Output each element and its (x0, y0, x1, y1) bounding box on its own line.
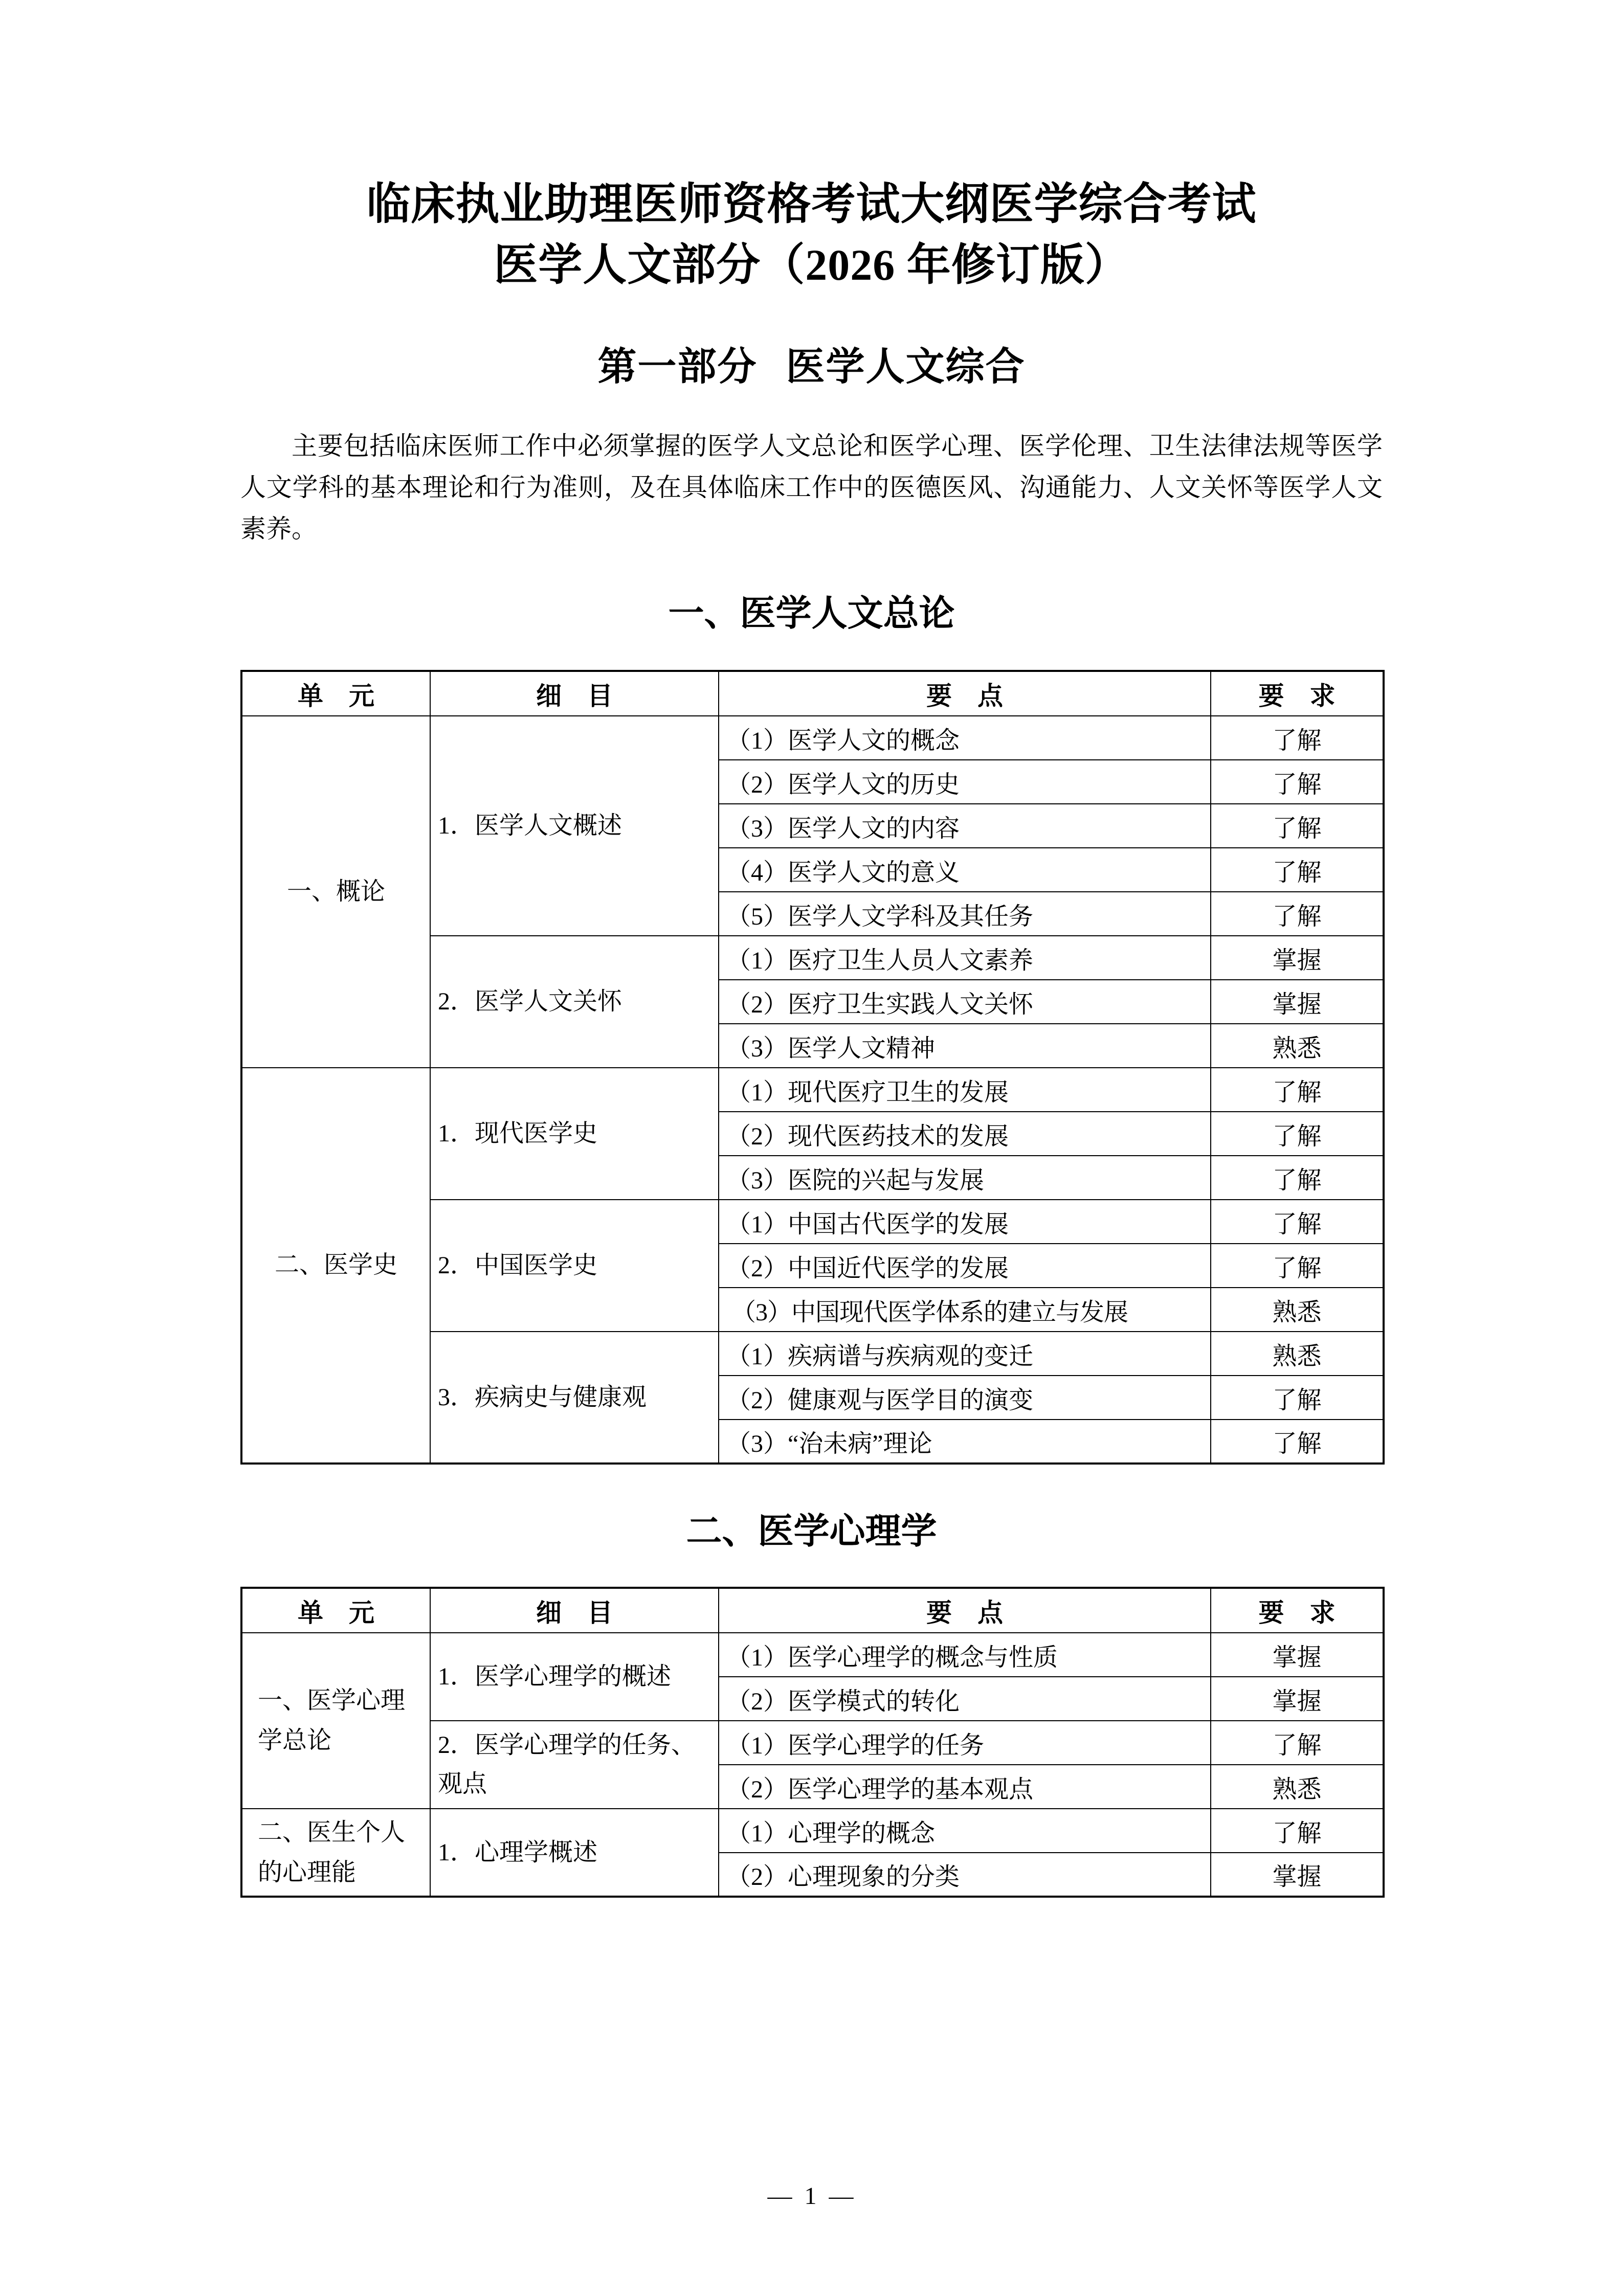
cell-requirement: 了解 (1211, 1156, 1384, 1200)
cell-point: （1）医学心理学的概念与性质 (719, 1633, 1211, 1677)
cell-unit: 二、医学史 (241, 1068, 430, 1464)
section-heading-2: 二、医学心理学 (686, 1512, 937, 1552)
page-content (240, 0, 1383, 1898)
table-row (241, 1809, 1384, 1853)
document-title (240, 0, 1383, 295)
part-title-prefix: 第一部分 (597, 346, 758, 389)
document-title-line2: 医学人文部分（2026 年修订版） (494, 240, 1129, 289)
cell-requirement: 了解 (1211, 1721, 1384, 1765)
cell-point: （3）医学人文精神 (719, 1024, 1211, 1068)
column-header-unit: 单 元 (241, 1588, 430, 1633)
cell-point: （4）医学人文的意义 (719, 848, 1211, 892)
cell-point: （2）医疗卫生实践人文关怀 (719, 980, 1211, 1024)
cell-unit: 二、医生个人的心理能 (241, 1809, 430, 1897)
cell-point: （3）医院的兴起与发展 (719, 1156, 1211, 1200)
cell-point: （3）中国现代医学体系的建立与发展 (719, 1288, 1211, 1332)
cell-requirement: 掌握 (1211, 1633, 1384, 1677)
cell-point: （2）医学心理学的基本观点 (719, 1765, 1211, 1809)
cell-point: （1）医疗卫生人员人文素养 (719, 936, 1211, 980)
cell-requirement: 了解 (1211, 1068, 1384, 1112)
table-row (241, 1068, 1384, 1112)
cell-point: （2）健康观与医学目的演变 (719, 1376, 1211, 1420)
cell-detail: 1．现代医学史 (430, 1068, 719, 1200)
cell-point: （3）医学人文的内容 (719, 804, 1211, 848)
table-header-row (241, 1588, 1384, 1633)
cell-requirement: 掌握 (1211, 1677, 1384, 1721)
outline-table-1 (240, 670, 1385, 1465)
cell-point: （1）中国古代医学的发展 (719, 1200, 1211, 1244)
cell-point: （2）医学人文的历史 (719, 760, 1211, 804)
part-title (240, 295, 1383, 393)
part-title-name: 医学人文综合 (786, 346, 1026, 389)
table-2-header (241, 1588, 1384, 1633)
cell-requirement: 了解 (1211, 1200, 1384, 1244)
cell-requirement: 熟悉 (1211, 1024, 1384, 1068)
cell-requirement: 了解 (1211, 1420, 1384, 1464)
table-2-body (241, 1633, 1384, 1897)
document-title-line1: 临床执业助理医师资格考试大纲医学综合考试 (366, 179, 1257, 229)
cell-requirement: 了解 (1211, 1809, 1384, 1853)
cell-requirement: 熟悉 (1211, 1332, 1384, 1376)
cell-requirement: 了解 (1211, 892, 1384, 936)
cell-requirement: 了解 (1211, 716, 1384, 760)
cell-detail: 2．医学心理学的任务、观点 (430, 1721, 719, 1809)
cell-point: （5）医学人文学科及其任务 (719, 892, 1211, 936)
outline-table-2 (240, 1587, 1385, 1898)
table-1-body (241, 716, 1384, 1464)
table-1-header (241, 671, 1384, 716)
cell-point: （3）“治未病”理论 (719, 1420, 1211, 1464)
cell-requirement: 掌握 (1211, 936, 1384, 980)
cell-point: （1）医学人文的概念 (719, 716, 1211, 760)
column-header-requirement: 要 求 (1211, 1588, 1384, 1633)
intro-paragraph: 主要包括临床医师工作中必须掌握的医学人文总论和医学心理、医学伦理、卫生法律法规等医学人文学科的基本理论和行为准则，及在具体临床工作中的医德医风、沟通能力、人文关怀等医学人文素养。 (240, 432, 1383, 544)
cell-point: （1）现代医疗卫生的发展 (719, 1068, 1211, 1112)
cell-unit: 一、概论 (241, 716, 430, 1068)
cell-requirement: 熟悉 (1211, 1765, 1384, 1809)
column-header-unit: 单 元 (241, 671, 430, 716)
cell-requirement: 掌握 (1211, 1853, 1384, 1897)
cell-requirement: 了解 (1211, 848, 1384, 892)
cell-point: （1）心理学的概念 (719, 1809, 1211, 1853)
column-header-requirement: 要 求 (1211, 671, 1384, 716)
cell-point: （2）现代医药技术的发展 (719, 1112, 1211, 1156)
cell-detail: 1．心理学概述 (430, 1809, 719, 1897)
section-heading-1: 一、医学人文总论 (668, 594, 955, 634)
column-header-detail: 细 目 (430, 671, 719, 716)
table-header-row (241, 671, 1384, 716)
cell-detail: 2．中国医学史 (430, 1200, 719, 1332)
page-number: — 1 — (767, 2182, 857, 2210)
cell-point: （2）中国近代医学的发展 (719, 1244, 1211, 1288)
cell-detail: 2．医学人文关怀 (430, 936, 719, 1068)
cell-requirement: 了解 (1211, 1112, 1384, 1156)
table-row (241, 716, 1384, 760)
cell-point: （1）疾病谱与疾病观的变迁 (719, 1332, 1211, 1376)
column-header-detail: 细 目 (430, 1588, 719, 1633)
cell-point: （1）医学心理学的任务 (719, 1721, 1211, 1765)
cell-unit: 一、医学心理学总论 (241, 1633, 430, 1809)
column-header-point: 要 点 (719, 1588, 1211, 1633)
cell-detail: 1．医学人文概述 (430, 716, 719, 936)
table-row (241, 1633, 1384, 1677)
cell-detail: 1．医学心理学的概述 (430, 1633, 719, 1721)
cell-requirement: 掌握 (1211, 980, 1384, 1024)
cell-point: （2）医学模式的转化 (719, 1677, 1211, 1721)
cell-requirement: 了解 (1211, 760, 1384, 804)
cell-requirement: 了解 (1211, 1376, 1384, 1420)
column-header-point: 要 点 (719, 671, 1211, 716)
cell-point: （2）心理现象的分类 (719, 1853, 1211, 1897)
cell-requirement: 了解 (1211, 1244, 1384, 1288)
cell-detail: 3．疾病史与健康观 (430, 1332, 719, 1464)
cell-requirement: 熟悉 (1211, 1288, 1384, 1332)
cell-requirement: 了解 (1211, 804, 1384, 848)
